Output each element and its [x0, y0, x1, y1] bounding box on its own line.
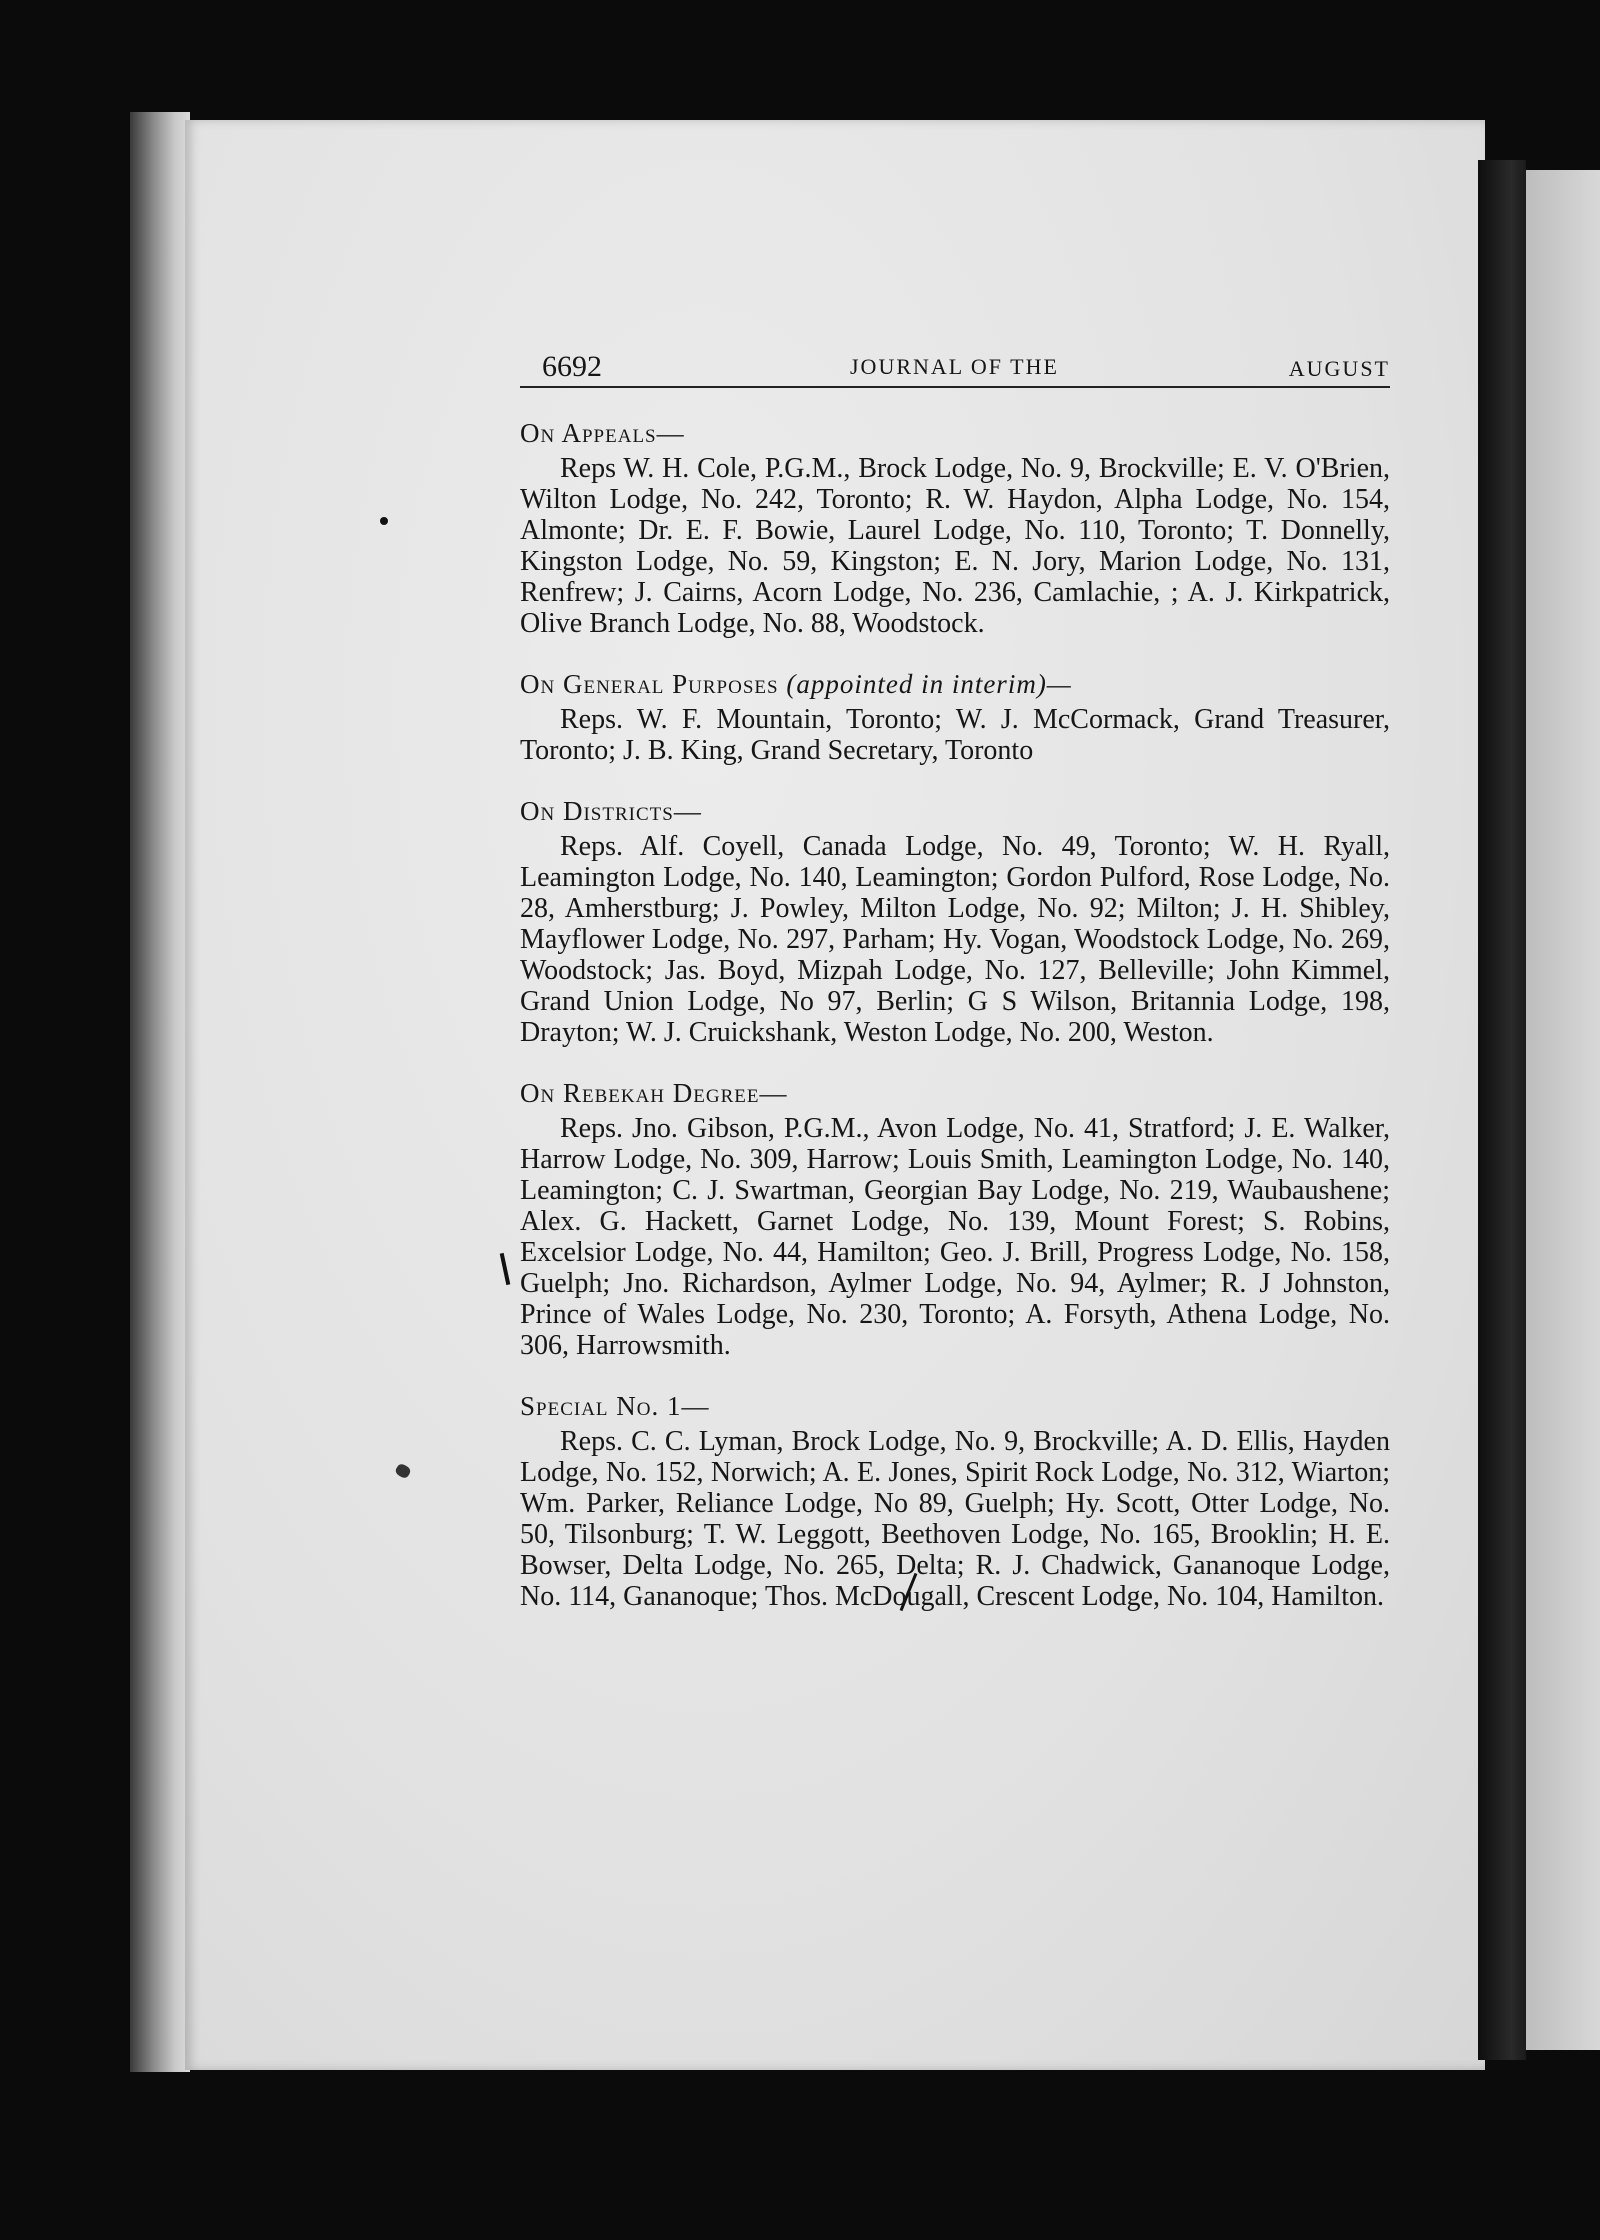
page-number: 6692: [542, 350, 602, 383]
section-heading: On Rebekah Degree—: [520, 1078, 788, 1108]
ink-speck: [380, 517, 388, 525]
journal-title: JOURNAL OF THE: [850, 354, 1059, 379]
section-body: Reps W. H. Cole, P.G.M., Brock Lodge, No. 9, Brockville; E. V. O'Brien, Wilton Lodge, No. 242, Toronto; R. W. Haydon, Alpha Lodge, No. 154, Almonte; Dr. E. F. Bowie, Laurel Lodge, No. 110, Toronto; T. Donnelly, Kingston Lodge, No. 59, Kingston; E. N. Jory, Marion Lodge, No. 131, Renfrew; J. Cairns, Acorn Lodge, No. 236, Camlachie, ; A. J. Kirkpatrick, Olive Branch Lodge, No. 88, Woodstock.: [520, 453, 1390, 639]
facing-page-edge: [1526, 170, 1600, 2050]
book-gutter: [1478, 160, 1526, 2060]
book-page-edge: [130, 112, 190, 2072]
section-appeals: [520, 418, 1390, 639]
section-districts: [520, 796, 1390, 1048]
section-body: Reps. Jno. Gibson, P.G.M., Avon Lodge, No. 41, Stratford; J. E. Walker, Harrow Lodge, No. 309, Harrow; Louis Smith, Leamington Lodge, No. 140, Leamington; C. J. Swartman, Georgian Bay Lodge, No. 219, Waubaushene; Alex. G. Hackett, Garnet Lodge, No. 139, Mount Forest; S. Robins, Excelsior Lodge, No. 44, Hamilton; Geo. J. Brill, Progress Lodge, No. 158, Guelph; Jno. Richardson, Aylmer Lodge, No. 94, Aylmer; R. J Johnston, Prince of Wales Lodge, No. 230, Toronto; A. Forsyth, Athena Lodge, No. 306, Harrowsmith.: [520, 1113, 1390, 1361]
section-heading: On General Purposes (appointed in interim)—: [520, 669, 1072, 699]
section-heading: Special No. 1—: [520, 1391, 710, 1421]
section-body: Reps. Alf. Coyell, Canada Lodge, No. 49, Toronto; W. H. Ryall, Leamington Lodge, No. 140, Leamington; Gordon Pulford, Rose Lodge, No. 28, Amherstburg; J. Powley, Milton Lodge, No. 92; Milton; J. H. Shibley, Mayflower Lodge, No. 297, Parham; Hy. Vogan, Woodstock Lodge, No. 269, Woodstock; Jas. Boyd, Mizpah Lodge, No. 127, Belleville; John Kimmel, Grand Union Lodge, No 97, Berlin; G S Wilson, Britannia Lodge, 198, Drayton; W. J. Cruickshank, Weston Lodge, No. 200, Weston.: [520, 831, 1390, 1048]
section-rebekah-degree: [520, 1078, 1390, 1361]
running-head: [520, 330, 1390, 388]
section-heading-note: (appointed in interim)—: [786, 669, 1072, 699]
section-heading: On Districts—: [520, 796, 702, 826]
section-body: Reps. C. C. Lyman, Brock Lodge, No. 9, Brockville; A. D. Ellis, Hayden Lodge, No. 152, Norwich; A. E. Jones, Spirit Rock Lodge, No. 312, Wiarton; Wm. Parker, Reliance Lodge, No 89, Guelph; Hy. Scott, Otter Lodge, No. 50, Tilsonburg; T. W. Leggott, Beethoven Lodge, No. 165, Brooklin; H. E. Bowser, Delta Lodge, No. 265, Delta; R. J. Chadwick, Gananoque Lodge, No. 114, Gananoque; Thos. McDougall, Crescent Lodge, No. 104, Hamilton.: [520, 1426, 1390, 1612]
section-special-no-1: [520, 1391, 1390, 1612]
section-heading: On Appeals—: [520, 418, 685, 448]
section-general-purposes: [520, 669, 1390, 766]
running-head-month: AUGUST: [1288, 356, 1390, 381]
page-content: [520, 330, 1390, 1612]
section-body: Reps. W. F. Mountain, Toronto; W. J. McCormack, Grand Treasurer, Toronto; J. B. King, Grand Secretary, Toronto: [520, 704, 1390, 766]
